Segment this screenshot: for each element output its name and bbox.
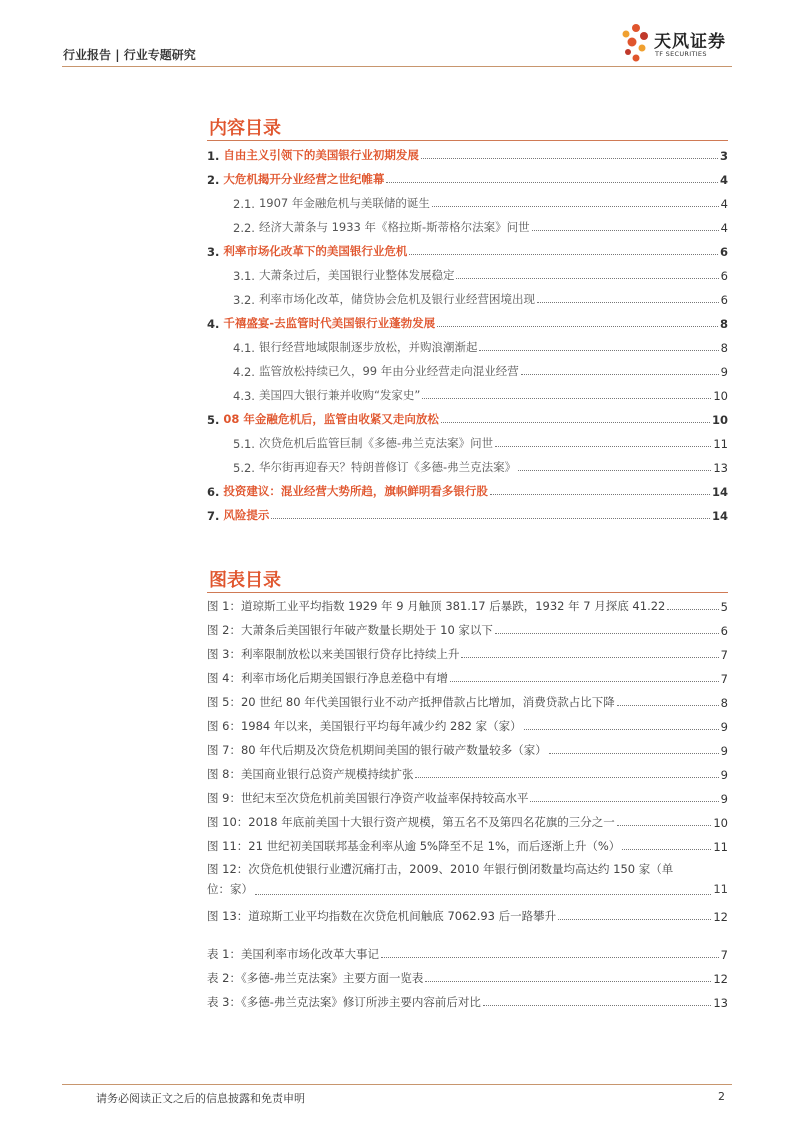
toc-chapter-entry[interactable] [207,479,728,499]
toc-chapter-entry[interactable] [207,311,728,331]
entry-label: 自由主义引领下的美国银行业初期发展 [223,148,419,162]
page-number: 2 [718,1090,725,1103]
header-category [63,46,196,63]
entry-page-number: 8 [720,341,728,355]
figure-entry[interactable] [207,859,728,899]
dot-leader [437,325,718,327]
entry-number: 5.1. [233,437,255,451]
entry-page-number: 14 [711,509,728,523]
entry-page-number: 13 [713,996,728,1010]
toc-chapter-entry[interactable] [207,239,728,259]
toc-chapter-entry[interactable] [207,167,728,187]
entry-label: 华尔街再迎春天？特朗普修订《多德-弗兰克法案》 [258,460,517,474]
entry-label: 利率市场化改革，储贷协会危机及银行业经营困境出现 [258,292,535,306]
entry-page-number: 11 [713,840,728,854]
dot-leader [622,848,711,850]
entry-label: 大萧条过后，美国银行业整体发展稳定 [258,268,455,282]
entry-page-number: 8 [719,317,728,331]
figure-entry[interactable] [207,810,728,830]
entry-number: 4. [207,317,220,331]
entry-label: 图 8：美国商业银行总资产规模持续扩张 [207,767,414,781]
entry-label: 表 3：《多德-弗兰克法案》修订所涉主要内容前后对比 [207,995,481,1009]
entry-number: 4.3. [233,389,255,403]
entry-number: 7. [207,509,220,523]
entry-label: 次贷危机后监管巨制《多德-弗兰克法案》问世 [258,436,494,450]
entry-page-number: 6 [719,245,728,259]
entry-page-number: 9 [720,720,728,734]
toc-chapter-entry[interactable] [207,143,728,163]
footer-disclaimer: 请务必阅读正文之后的信息披露和免责申明 [96,1092,305,1105]
dot-leader [432,205,719,207]
dot-leader [532,229,719,231]
entry-page-number: 4 [719,173,728,187]
logo-subtitle: TF SECURITIES [655,50,707,58]
entry-page-number: 12 [713,910,728,924]
entry-page-number: 11 [713,437,728,451]
dot-leader [490,493,710,495]
entry-label: 08 年金融危机后，监管由收紧又走向放松 [223,412,439,426]
entry-number: 2.2. [233,221,255,235]
dot-leader [558,918,711,920]
entry-number: 3.1. [233,269,255,283]
entry-page-number: 9 [720,792,728,806]
entry-label: 图 13：道琼斯工业平均指数在次贷危机间触底 7062.93 后一路攀升 [207,909,557,923]
entry-page-number: 5 [720,600,728,614]
dot-leader [530,800,718,802]
dot-leader [421,157,718,159]
entry-page-number: 8 [720,696,728,710]
dot-leader [409,253,718,255]
entry-label: 图 3：利率限制放松以来美国银行贷存比持续上升 [207,647,460,661]
figure-entry[interactable] [207,834,728,854]
dot-leader [425,980,711,982]
entry-label: 投资建议：混业经营大势所趋，旗帜鲜明看多银行股 [223,484,488,498]
entry-label: 图 5：20 世纪 80 年代美国银行业不动产抵押借款占比增加，消费贷款占比下降 [207,695,615,709]
dot-leader [667,608,718,610]
entry-page-number: 9 [720,744,728,758]
entry-number: 4.2. [233,365,255,379]
dot-leader [495,445,711,447]
entry-number: 2. [207,173,220,187]
dot-leader [461,656,718,658]
toc-section-entry[interactable] [207,359,728,379]
figure-entry[interactable] [207,690,728,710]
logo-name: 天风证券 [654,32,726,52]
dot-leader [617,824,712,826]
header-category-label: 行业报告 [63,48,112,62]
entry-label: 表 2：《多德-弗兰克法案》主要方面一览表 [207,971,424,985]
entry-number: 2.1. [233,197,255,211]
entry-label: 图 12：次贷危机使银行业遭沉痛打击，2009、2010 年银行倒闭数量均高达约 150 家（单 [207,862,674,876]
figures-title: 图表目录 [209,570,281,591]
figure-entry[interactable] [207,904,728,924]
dot-leader [521,373,719,375]
table-entry[interactable] [207,942,728,962]
dot-leader [415,776,718,778]
figure-entry[interactable] [207,618,728,638]
entry-page-number: 10 [711,413,728,427]
toc-title-divider [207,140,728,141]
entry-number: 5.2. [233,461,255,475]
entry-page-number: 4 [720,197,728,211]
entry-page-number: 13 [713,461,728,475]
dot-leader [255,893,711,895]
dot-leader [495,632,719,634]
dot-leader [537,301,719,303]
entry-label: 图 10：2018 年底前美国十大银行资产规模，第五名不及第四名花旗的三分之一 [207,815,615,829]
dot-leader [524,728,719,730]
entry-page-number: 9 [720,365,728,379]
logo-mark-icon [618,22,652,66]
figure-entry[interactable] [207,666,728,686]
entry-page-number: 6 [720,269,728,283]
toc-section-entry[interactable] [207,191,728,211]
entry-label: 银行经营地域限制逐步放松，并购浪潮渐起 [258,340,478,354]
toc-section-entry[interactable] [207,431,728,451]
entry-page-number: 6 [720,293,728,307]
entry-label: 图 2：大萧条后美国银行年破产数量长期处于 10 家以下 [207,623,493,637]
figure-entry[interactable] [207,738,728,758]
entry-label: 监管放松持续已久，99 年由分业经营走向混业经营 [258,364,519,378]
entry-label: 图 1：道琼斯工业平均指数 1929 年 9 月触顶 381.17 后暴跌，1932 年 7 月探底 41.22 [207,599,666,613]
header-separator: | [115,48,120,62]
entry-label: 图 9：世纪末至次贷危机前美国银行净资产收益率保持较高水平 [207,791,529,805]
entry-page-number: 10 [713,816,728,830]
table-entry[interactable] [207,990,728,1010]
toc-section-entry[interactable] [207,455,728,475]
toc-section-entry[interactable] [207,263,728,283]
entry-number: 4.1. [233,341,255,355]
figure-entry[interactable] [207,762,728,782]
dot-leader [479,349,718,351]
toc-section-entry[interactable] [207,215,728,235]
figures-title-divider [207,592,728,593]
figure-entry[interactable] [207,594,728,614]
entry-number: 5. [207,413,220,427]
entry-page-number: 14 [711,485,728,499]
entry-page-number: 6 [720,624,728,638]
entry-page-number: 7 [720,648,728,662]
entry-page-number: 9 [720,768,728,782]
toc-title: 内容目录 [209,118,281,139]
dot-leader [271,517,710,519]
toc-chapter-entry[interactable] [207,503,728,523]
dot-leader [518,469,711,471]
dot-leader [617,704,719,706]
entry-label: 图 11：21 世纪初美国联邦基金利率从逾 5%降至不足 1%，而后逐渐上升（%） [207,839,621,853]
figure-entry[interactable] [207,786,728,806]
dot-leader [381,956,719,958]
entry-label: 美国四大银行兼并收购“发家史” [258,388,421,402]
entry-label: 利率市场化改革下的美国银行业危机 [223,244,408,258]
entry-page-number: 3 [719,149,728,163]
entry-label: 图 6：1984 年以来，美国银行平均每年减少约 282 家（家） [207,719,522,733]
entry-label: 千禧盛宴-去监管时代美国银行业蓬勃发展 [223,316,436,330]
company-logo [618,22,736,66]
toc-section-entry[interactable] [207,335,728,355]
dot-leader [441,421,710,423]
entry-number: 3. [207,245,220,259]
header-subcategory-label: 行业专题研究 [123,48,196,62]
entry-label: 风险提示 [223,508,270,522]
toc-chapter-entry[interactable] [207,407,728,427]
toc-section-entry[interactable] [207,383,728,403]
figure-entry[interactable] [207,714,728,734]
table-entry[interactable] [207,966,728,986]
entry-label-continued: 位：家） [207,882,253,896]
entry-label: 表 1：美国利率市场化改革大事记 [207,947,379,961]
entry-page-number: 11 [713,882,728,896]
entry-page-number: 10 [713,389,728,403]
entry-page-number: 4 [720,221,728,235]
entry-label: 经济大萧条与 1933 年《格拉斯-斯蒂格尔法案》问世 [258,220,530,234]
dot-leader [456,277,718,279]
header-divider [62,66,732,67]
entry-label: 图 4：利率市场化后期美国银行净息差稳中有增 [207,671,448,685]
dot-leader [549,752,719,754]
dot-leader [386,181,718,183]
entry-page-number: 12 [713,972,728,986]
footer-divider [62,1084,732,1085]
entry-label: 图 7：80 年代后期及次贷危机期间美国的银行破产数量较多（家） [207,743,547,757]
dot-leader [483,1004,711,1006]
entry-page-number: 7 [720,672,728,686]
entry-label: 1907 年金融危机与美联储的诞生 [258,196,430,210]
entry-label: 大危机揭开分业经营之世纪帷幕 [223,172,385,186]
entry-number: 6. [207,485,220,499]
dot-leader [422,397,711,399]
dot-leader [450,680,719,682]
figure-entry[interactable] [207,642,728,662]
entry-number: 1. [207,149,220,163]
entry-number: 3.2. [233,293,255,307]
entry-page-number: 7 [720,948,728,962]
toc-section-entry[interactable] [207,287,728,307]
